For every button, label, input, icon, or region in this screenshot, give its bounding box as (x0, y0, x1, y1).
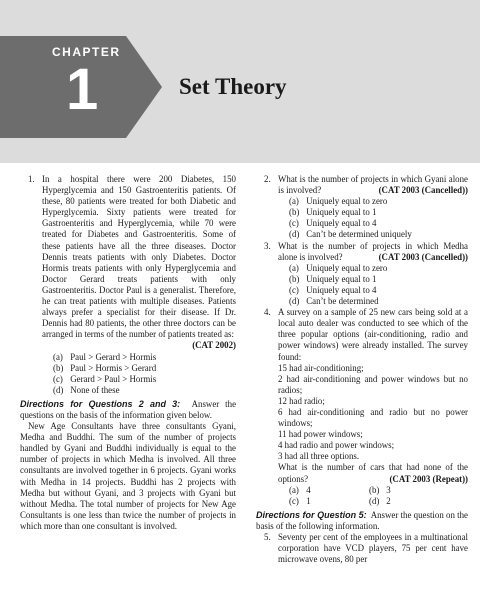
question-number: 5. (264, 532, 271, 542)
question-1 (20, 174, 236, 396)
option: (b) Paul > Hormis > Gerard (53, 362, 157, 373)
directions-heading: Directions for Questions 2 and 3: (20, 398, 181, 409)
question-number: 2. (264, 174, 271, 184)
question-3 (256, 241, 468, 308)
option: (d) None of these (53, 384, 120, 395)
question-text: A survey on a sample of 25 new cars being sold at a local auto dealer was conducted to see which of the three popular options (air-conditioning, radio and power windows) were already installed. The survey found: (278, 307, 468, 362)
option: (a) Paul > Gerard > Hormis (53, 351, 157, 362)
option: (a) Uniquely equal to zero (289, 262, 388, 273)
option: (b) Uniquely equal to 1 (289, 273, 377, 284)
question-text: What is the number of projects in which Gyani alone is involved? (278, 174, 468, 196)
survey-line: 6 had air-conditioning and radio but no power windows; (278, 406, 468, 429)
option: (d) 2 (369, 495, 391, 506)
option: (c) Gerard > Paul > Hormis (53, 373, 157, 384)
option: (b) 3 (369, 484, 391, 495)
question-number: 4. (264, 307, 271, 318)
directions-2-3 (20, 399, 236, 532)
question-text: Seventy per cent of the employees in a multinational corporation have VCD players, 75 per cent have microwave ovens, 80 per (278, 532, 468, 565)
survey-line: 4 had radio and power windows; (278, 440, 395, 451)
survey-line: 12 had radio; (278, 395, 325, 406)
option: (c) Uniquely equal to 4 (289, 218, 377, 229)
option: (c) 1 (289, 495, 311, 506)
directions-5 (256, 510, 468, 532)
directions-text: Answer the questions on the basis of the information given below. (20, 398, 237, 420)
question-text: In a hospital there were 200 Diabetes, 150 Hyperglycemia and 150 Gastroenteritis patients. Of these, 80 patients were treated for both Diabetic and Hyperglycemia. Sixty patients were treated for Gastroenteritis and Hyperglycemia, while 70 were treated for Diabetes and Gastroenteritis. Some of these patients have all the three diseases. Doctor Dennis treats patients with only Diabetes. Doctor Hormis treats patients with only Hyperglycemia and Doctor Gerard treats patients with only Gastroenteritis. Doctor Paul is a generalist. Therefore, he can treat patients with multiple diseases. Patients always prefer a specialist for their disease. If Dr. Dennis had 80 patients, the other three doctors can be arranged in terms of the number of patients treated as: (42, 174, 236, 340)
question-source-tag: (CAT 2003 (Repeat)) (389, 473, 468, 484)
option: (d) Can’t be determined uniquely (289, 229, 412, 240)
question-text: What is the number of cars that had none of the options? (278, 462, 468, 484)
question-source-tag: (CAT 2003 (Cancelled)) (378, 185, 468, 196)
right-column (256, 174, 468, 565)
option: (d) Can’t be determined (289, 296, 379, 307)
option: (a) Uniquely equal to zero (289, 196, 388, 207)
question-source-tag: (CAT 2003 (Cancelled)) (378, 251, 468, 262)
directions-heading: Directions for Question 5: (256, 509, 367, 520)
question-5 (256, 532, 468, 565)
option: (b) Uniquely equal to 1 (289, 207, 377, 218)
directions-passage: New Age Consultants have three consultants Gyani, Medha and Buddhi. The sum of the number of projects handled by Gyani and Buddhi individually is equal to the number of projects in which Medha is involved. All three consultants are involved together in 6 projects. Gyani works with Medha in 14 projects. Buddhi has 2 projects with Medha but without Gyani, and 3 projects with Gyani but without Medha. The total number of projects for New Age Consultants is one less than twice the number of projects in which more than one consultant is involved. (20, 421, 236, 531)
question-text: What is the number of projects in which Medha alone is involved? (278, 240, 468, 262)
option-row (278, 496, 468, 507)
question-4 (256, 307, 468, 507)
question-number: 1. (28, 174, 35, 184)
directions-text: Answer the question on the basis of the following information. (256, 509, 468, 531)
option: (c) Uniquely equal to 4 (289, 284, 377, 295)
survey-line: 3 had all three options. (278, 451, 360, 462)
survey-line: 11 had power windows; (278, 429, 363, 440)
question-source-tag: (CAT 2002) (192, 340, 236, 351)
question-2 (256, 174, 468, 241)
survey-line: 2 had air-conditioning and power windows but no radios; (278, 373, 468, 395)
left-column (20, 174, 236, 532)
option: (a) 4 (289, 484, 311, 495)
survey-line: 15 had air-conditioning; (278, 362, 364, 373)
question-number: 3. (264, 240, 271, 251)
chapter-number: 1 (66, 57, 99, 122)
chapter-title: Set Theory (179, 74, 287, 99)
option-row (278, 485, 468, 496)
chapter-label: CHAPTER (52, 45, 121, 59)
